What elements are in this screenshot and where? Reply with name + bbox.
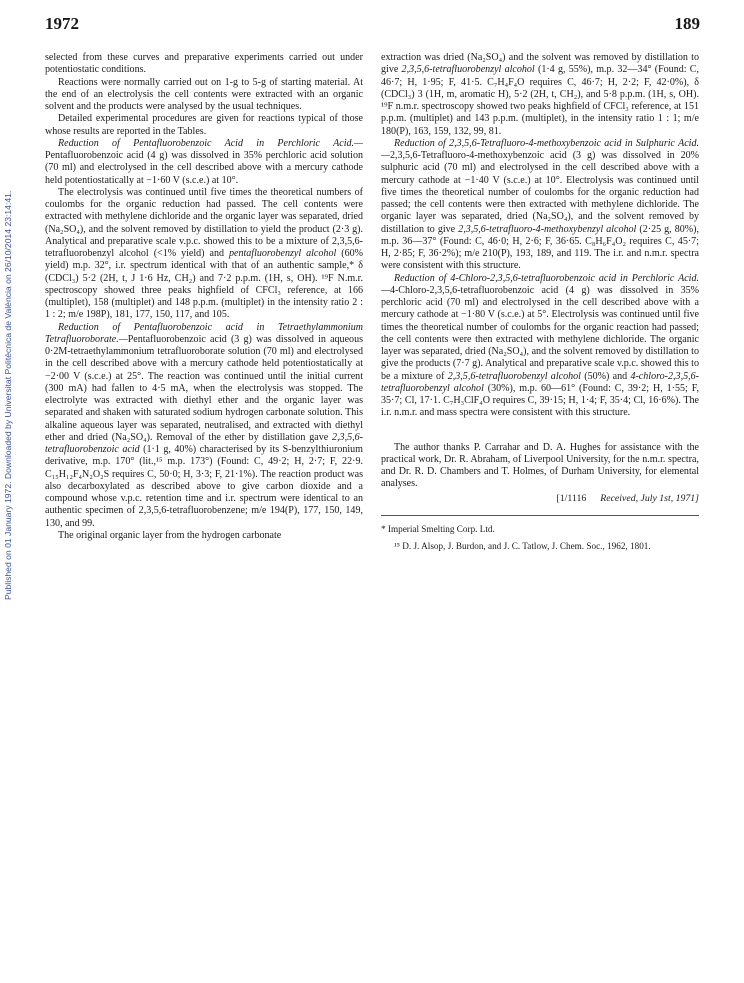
- paragraph-perchloric-reduction: Reduction of Pentafluorobenzoic Acid in Perchloric Acid.—Pentafluorobenzoic acid (4 g) was dissolved in 35% perchloric acid solution (70 ml) and electrolysed in the cell described above with a mercury cathode held potentiostatically at −1·60 V (s.c.e.) at 10°.: [45, 137, 363, 186]
- manuscript-code: [1/1116: [556, 492, 587, 504]
- paragraph-continuation: selected from these curves and preparative experiments carried out under potentiostatic conditions.: [45, 52, 363, 76]
- right-column: [381, 52, 699, 553]
- left-column: [45, 52, 363, 542]
- received-line: [381, 493, 699, 505]
- page-header: [45, 14, 700, 38]
- paragraph-organic-layer: The original organic layer from the hydrogen carbonate: [58, 529, 282, 541]
- download-watermark-text: Published on 01 January 1972. Downloaded by Universitat Politècnica de València on 26/10/2014 23:14:41.: [3, 190, 13, 600]
- paragraph-chloro-reduction: Reduction of 4-Chloro-2,3,5,6-tetrafluorobenzoic acid in Perchloric Acid.—4-Chloro-2,3,5,6-tetrafluorobenzoic acid (4 g) was dissolved in 35% perchloric acid (70 ml) and electrolysed in the cell described above with a mercury cathode at −1·80 V (s.c.e.) at 5°. Electrolysis was continued until five times the theoretical number of coulombs for the organic reaction had passed; the cell contents were then extracted with methylene dichloride. The organic layer was separated, dried (Na₂SO₄), and the solvent removed by distillation to give the products (7·7 g). Analytical and preparative scale v.p.c. showed this to be a mixture of 2,3,5,6-tetrafluorobenzyl alcohol (50%) and 4-chloro-2,3,5,6-tetrafluorobenzyl alcohol (30%), m.p. 60—61° (Found: C, 39·2; H, 1·55; F, 35·7; Cl, 17·1. C₇H₃ClF₄O requires C, 39·15; H, 1·4; F, 35·4; Cl, 16·6%). The i.r. n.m.r. and mass spectra were consistent with this structure.: [381, 272, 699, 419]
- section-heading-tetraethylammonium: Reduction of Pentafluorobenzoic acid in Tetraethylammonium Tetrafluoroborate.—: [45, 321, 363, 345]
- page-number: 189: [674, 14, 700, 33]
- acknowledgements: The author thanks P. Carrahar and D. A. Hughes for assistance with the practical work, Dr. R. Abraham, of Liverpool University, for the n.m.r. spectra, and Dr. R. D. Chambers and T. Holmes, of Durham University, for elemental analyses.: [381, 441, 699, 490]
- download-watermark: [1, 170, 17, 600]
- footnote-star: * Imperial Smelting Corp. Ltd.: [381, 523, 495, 534]
- footnote-divider: [381, 515, 699, 516]
- section-heading-chloro: Reduction of 4-Chloro-2,3,5,6-tetrafluorobenzoic acid in Perchloric Acid.—: [381, 272, 699, 296]
- paragraph-extraction-continued: extraction was dried (Na₂SO₄) and the solvent was removed by distillation to give 2,3,5,6-tetrafluorobenzyl alcohol (1·4 g, 55%), m.p. 32—34° (Found: C, 46·7; H, 1·95; F, 41·5. C₇H₄F₄O requires C, 46·7; H, 2·2; F, 42·0%), δ (CDCl₃) 3 (1H, m, aromatic H), 5·2 (2H, t, CH₂), and 5·8 p.p.m. (1H, s, OH). ¹⁹F n.m.r. spectroscopy showed two peaks highfield of CFCl₃ reference, at 151 p.p.m. (multiplet) and 143 p.p.m. (multiplet), in the intensity ratio 1 : 1; m/e 180(P), 163, 159, 132, 99, 81.: [381, 52, 699, 137]
- paragraph-electrolysis-results: The electrolysis was continued until five times the theoretical numbers of coulombs for the organic reduction had passed. The cell contents were extracted with methylene dichloride and the organic layer was separated, dried (Na₂SO₄), and the solvent removed by distillation to yield the product (2·3 g). Analytical and preparative scale v.p.c. showed this to be a mixture of 2,3,5,6-tetrafluorobenzyl alcohol (<1% yield) and pentafluorobenzyl alcohol (60% yield) m.p. 32°, i.r. spectrum identical with that of an authentic sample,* δ (CDCl₃) 5·2 (2H, t, J 1·6 Hz, CH₂) and 7·2 p.p.m. (1H, s, OH). ¹⁹F N.m.r. spectroscopy showed three peaks highfield of CFCl₃ reference, at 166 (multiplet), 158 (multiplet) and 148 p.p.m. (multiplet) in the intensity ratio 2 : 1 : 2; m/e 198P), 181, 177, 150, 117, and 105.: [45, 186, 364, 321]
- received-date: Received, July 1st, 1971]: [600, 492, 699, 504]
- paragraph-procedures-intro: Detailed experimental procedures are given for reactions typical of those whose results are reported in the Tables.: [45, 113, 363, 137]
- paragraph-reaction-conditions: Reactions were normally carried out on 1-g to 5-g of starting material. At the end of an electrolysis the cell contents were extracted with an organic solvent and the products were analysed by the usual techniques.: [45, 76, 363, 112]
- section-heading-methoxybenzoic: Reduction of 2,3,5,6-Tetrafluoro-4-methoxybenzoic acid in Sulphuric Acid.—: [381, 137, 699, 161]
- paragraph-methoxybenzoic-reduction: Reduction of 2,3,5,6-Tetrafluoro-4-methoxybenzoic acid in Sulphuric Acid.—2,3,5,6-Tetrafluoro-4-methoxybenzoic acid (3 g) was dissolved in 20% sulphuric acid (70 ml) and electrolysed in the cell described above with a mercury cathode at −1·40 V (s.c.e.) at 10°. Electrolysis was continued until five times the theoretical number of coulombs for the organic reduction had passed; the cell contents were then extracted with methylene dichloride. The organic layer was separated, dried (Na₂SO₄), and the solvent removed by distillation to give 2,3,5,6-tetrafluoro-4-methoxybenzyl alcohol (2·25 g, 80%), m.p. 36—37° (Found: C, 46·0; H, 2·6; F, 36·65. C₈H₆F₄O₂ requires C, 45·7; H, 2·85; F, 36·2%); m/e 210(P), 193, 189, and 119. The i.r. and n.m.r. spectra were consistent with this structure.: [381, 137, 699, 272]
- journal-year: 1972: [45, 14, 79, 33]
- paragraph-tetraethylammonium-reduction: Reduction of Pentafluorobenzoic acid in Tetraethylammonium Tetrafluoroborate.—Pentafluorobenzoic acid (3 g) was dissolved in aqueous 0·2M-tetraethylammonium tetrafluoroborate solution (70 ml) and electrolysed in the cell described above with a mercury cathode held potentiostatically at −2·00 V (s.c.e.) at 25°. The reaction was continued until the initial current (300 mA) had fallen to 4·5 mA, when the electrolysis was stopped. The electrolyte was extracted with diethyl ether and the organic layer was separated and shaken with saturated sodium hydrogen carbonate solution. This alkaline aqueous layer was separated, neutralised, and extracted with diethyl ether and dried (Na₂SO₄). Removal of the ether by distillation gave 2,3,5,6-tetrafluorobenzoic acid (1·1 g, 40%) characterised by its S-benzylthiuronium derivative, m.p. 170° (lit.,¹⁵ m.p. 173°) (Found: C, 49·2; H, 2·7; F, 22·9. C₁₅H₁₂F₄N₂O₂S requires C, 50·0; H, 3·3; F, 21·1%). The reaction product was also decarboxylated as described above to give carbon dioxide and a compound whose v.p.c. retention time and i.r. spectrum were identical to an authentic specimen of 2,3,5,6-tetrafluorobenzene; m/e 194(P), 177, 150, 149, 130, and 99.: [45, 321, 364, 529]
- section-heading-perchloric: Reduction of Pentafluorobenzoic Acid in Perchloric Acid.—: [58, 137, 363, 149]
- footnote-reference-15: ¹⁵ D. J. Alsop, J. Burdon, and J. C. Tatlow, J. Chem. Soc., 1962, 1801.: [394, 541, 651, 552]
